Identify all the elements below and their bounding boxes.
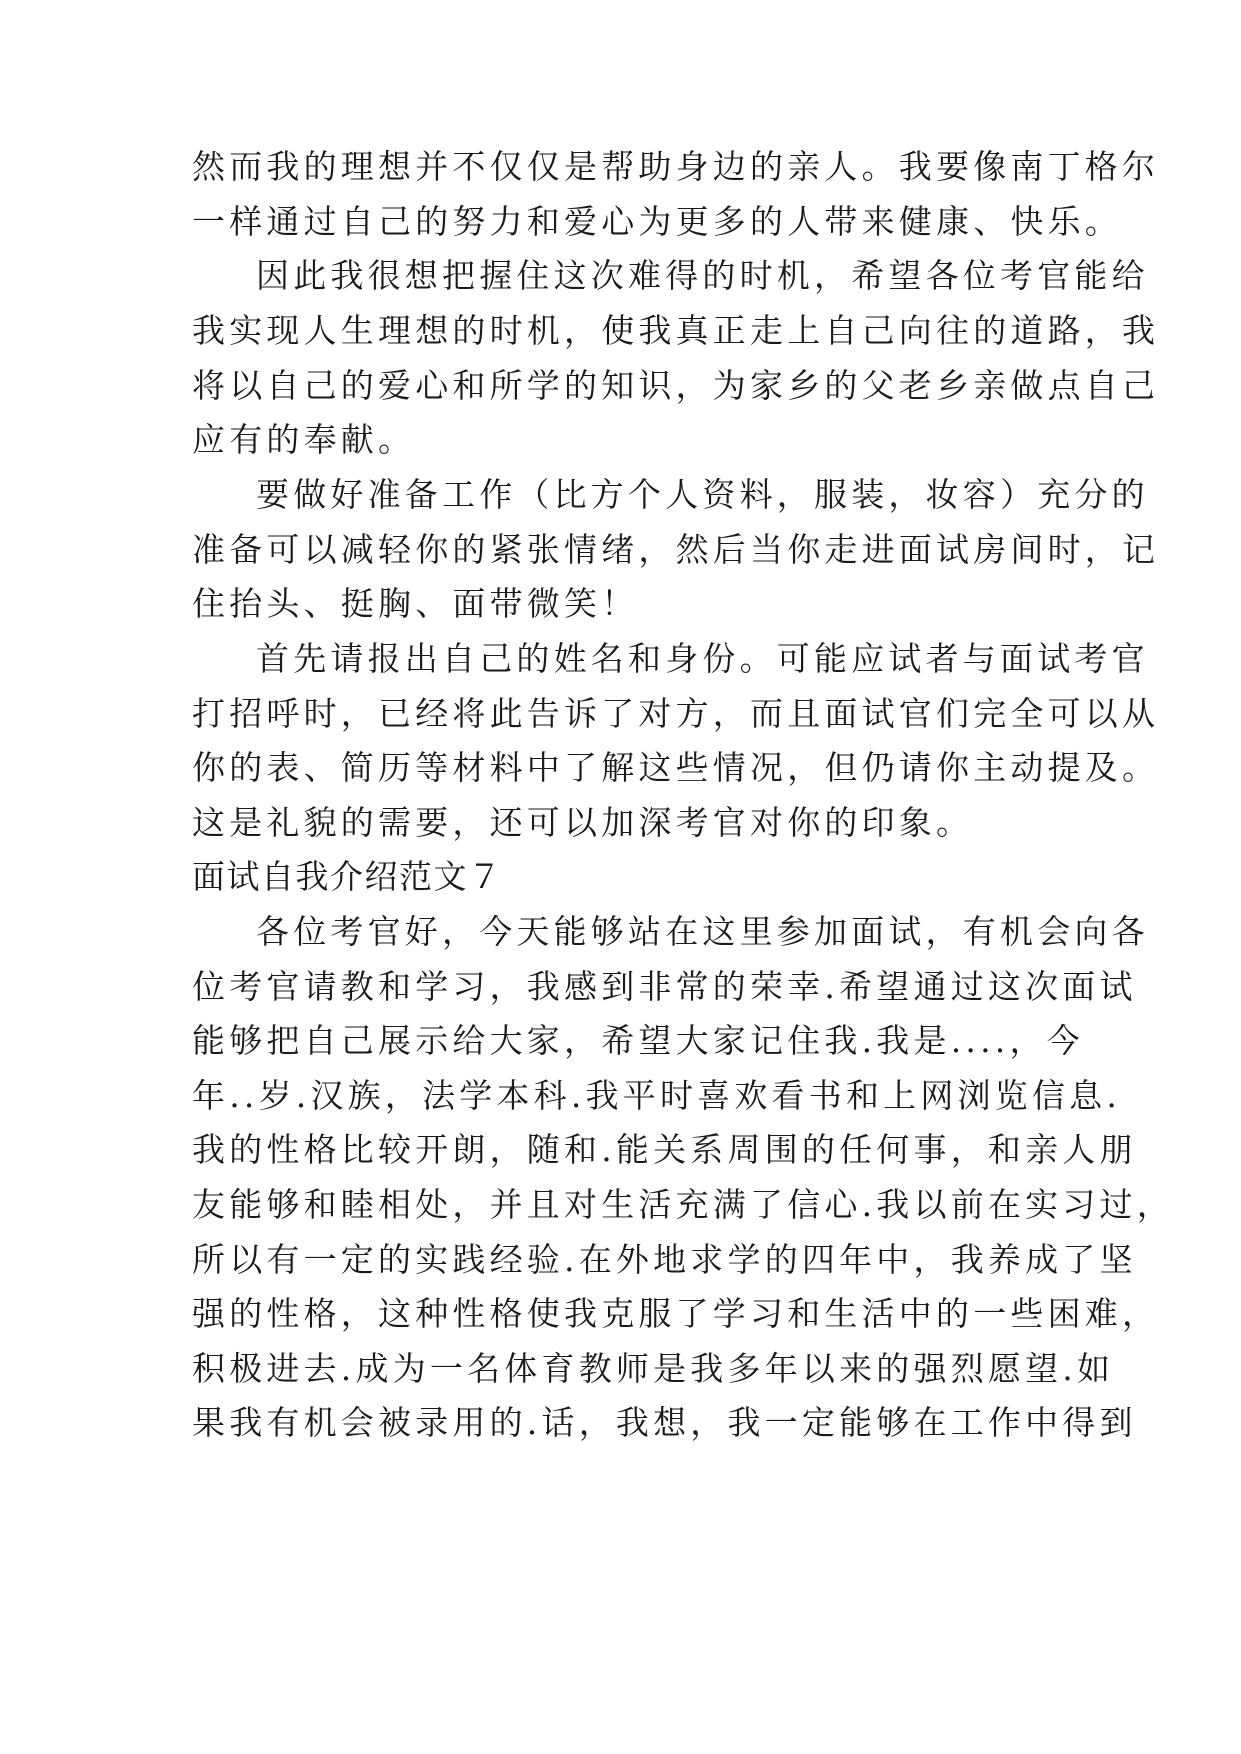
text-line: 所以有一定的实践经验.在外地求学的四年中，我养成了坚 [192, 1240, 1137, 1279]
text-line: 我实现人生理想的时机，使我真正走上自己向往的道路，我 [192, 311, 1160, 350]
text-line: 我的性格比较开朗，随和.能关系周围的任何事，和亲人朋 [192, 1130, 1137, 1169]
text-line: 积极进去.成为一名体育教师是我多年以来的强烈愿望.如 [192, 1349, 1115, 1388]
text-line: 然而我的理想并不仅仅是帮助身边的亲人。我要像南丁格尔 [192, 147, 1160, 186]
text-line: 友能够和睦相处，并且对生活充满了信心.我以前在实习过， [192, 1185, 1174, 1224]
paragraph-start-line: 首先请报出自己的姓名和身份。可能应试者与面试考官 [256, 639, 1149, 678]
text-line: 位考官请教和学习，我感到非常的荣幸.希望通过这次面试 [192, 967, 1137, 1006]
text-line: 你的表、简历等材料中了解这些情况，但仍请你主动提及。 [192, 748, 1160, 787]
paragraph-start-line: 各位考官好，今天能够站在这里参加面试，有机会向各 [256, 912, 1149, 951]
text-line: 应有的奉献。 [192, 420, 416, 459]
text-line: 这是礼貌的需要，还可以加深考官对你的印象。 [192, 803, 974, 842]
text-line: 将以自己的爱心和所学的知识，为家乡的父老乡亲做点自己 [192, 366, 1160, 405]
text-line: 打招呼时，已经将此告诉了对方，而且面试官们完全可以从 [192, 694, 1160, 733]
text-line: 一样通过自己的努力和爱心为更多的人带来健康、快乐。 [192, 202, 1122, 241]
text-line: 准备可以减轻你的紧张情绪，然后当你走进面试房间时，记 [192, 530, 1160, 569]
text-line: 果我有机会被录用的.话，我想，我一定能够在工作中得到 [192, 1403, 1137, 1442]
paragraph-start-line: 因此我很想把握住这次难得的时机，希望各位考官能给 [256, 256, 1149, 295]
section-heading: 面试自我介绍范文７ [192, 857, 503, 896]
text-line: 年..岁.汉族，法学本科.我平时喜欢看书和上网浏览信息. [192, 1076, 1122, 1115]
text-line: 强的性格，这种性格使我克服了学习和生活中的一些困难， [192, 1294, 1160, 1333]
text-line: 能够把自己展示给大家，希望大家记住我.我是....，今 [192, 1021, 1084, 1060]
text-line: 住抬头、挺胸、面带微笑！ [192, 584, 639, 623]
paragraph-start-line: 要做好准备工作（比方个人资料，服装，妆容）充分的 [256, 475, 1149, 514]
